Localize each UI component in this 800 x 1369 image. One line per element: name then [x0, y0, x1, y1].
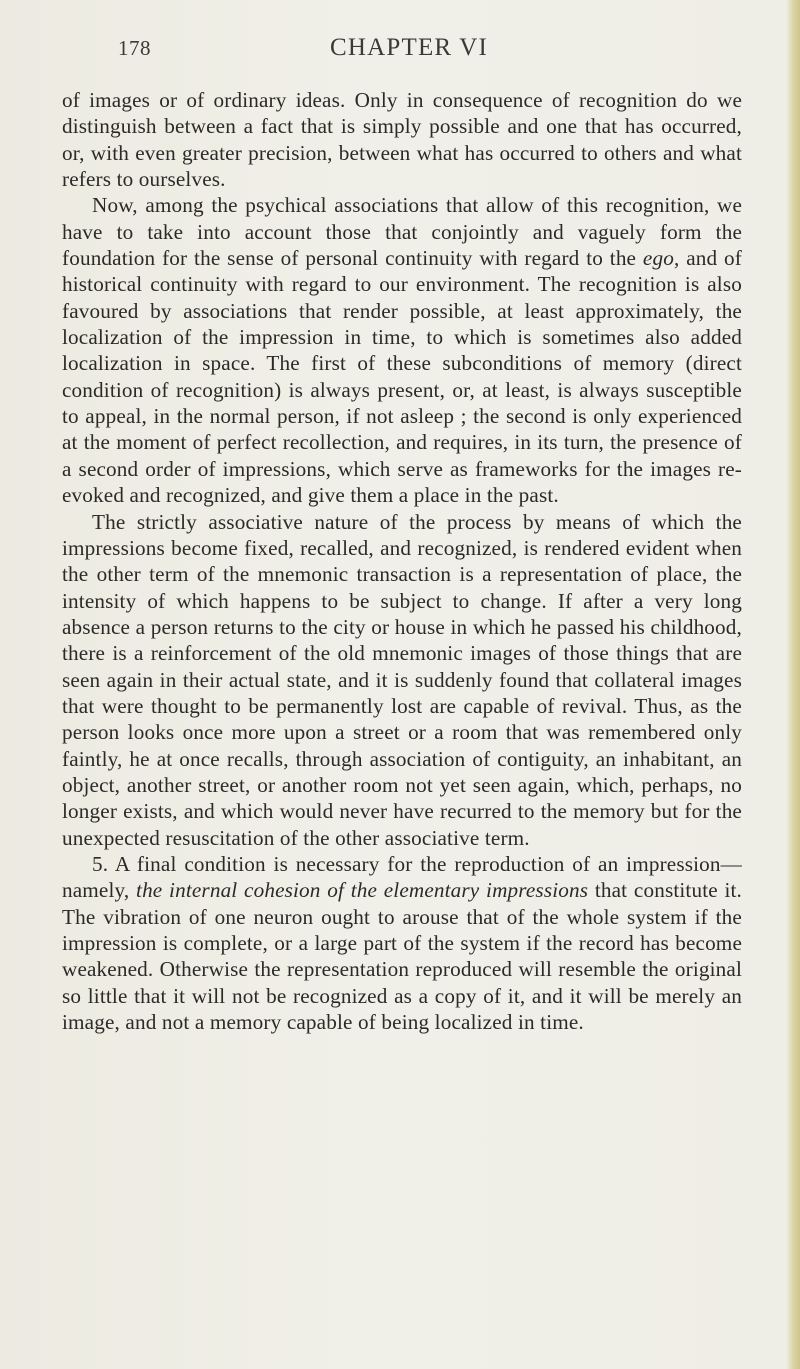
paragraph-3: The strictly associative nature of the process by means of which the impressions become fixed, recalled, and recognized, is rendered evident when the other term of the mnemonic transaction is a representation of place, the intensity of which happens to be subject to change. If after a very long absence a person returns to the city or house in which he passed his childhood, there is a reinforcement of the old mnemonic images of those things that are seen again in their actual state, and it is suddenly found that collateral images that were thought to be permanently lost are capable of revival. Thus, as the person looks once more upon a street or a room that was remembered only faintly, he at once recalls, through association of contiguity, an inhabitant, an object, another street, or another room not yet seen again, which, perhaps, no longer exists, and which would never have recurred to the memory but for the unexpected resuscitation of the other associative term.: [62, 509, 742, 850]
paragraph-4-text-b: that constitute it. The vibration of one neuron ought to arouse that of the whole system if the impression is complete, or a large part of the system if the record has become weakened. Otherwise the representation reproduced will resemble the original so little that it will not be recognized as a copy of it, and it will be merely an image, and not a memory capable of being localized in time.: [62, 878, 742, 1035]
paragraph-2: [62, 192, 742, 508]
page-header: [0, 30, 800, 70]
chapter-heading: CHAPTER VI: [330, 34, 489, 61]
paragraph-4: [62, 851, 742, 1035]
paragraph-2-text-a: Now, among the psychical associations that allow of this recognition, we have to take into account those that conjointly and vaguely form the foundation for the sense of personal continuity with regard to the: [62, 193, 742, 271]
paragraph-2-text-b: , and of historical continuity with regard to our environment. The recognition is also favoured by associations that render possible, at least approximately, the localization of the impression in time, to which is sometimes also added localization in space. The first of these subconditions of memory (direct condition of recognition) is always present, or, at least, is always susceptible to appeal, in the normal person, if not asleep ; the second is only experienced at the moment of perfect recollection, and requires, in its turn, the presence of a second order of impressions, which serve as frameworks for the images re-evoked and recognized, and give them a place in the past.: [62, 246, 742, 508]
paragraph-2-italic-ego: ego: [642, 246, 674, 271]
page-number: 178: [118, 36, 151, 60]
paragraph-4-text-a: 5. A final condition is necessary for the reproduction of an impression—namely,: [62, 851, 742, 903]
page-edge-shadow: [786, 0, 800, 1369]
paragraph-4-italic-phrase: the internal cohesion of the elementary impressions: [136, 878, 589, 903]
paragraph-1: of images or of ordinary ideas. Only in consequence of recognition do we distinguish between a fact that is simply possible and one that has occurred, or, with even greater precision, between what has occurred to others and what refers to ourselves.: [62, 88, 742, 192]
body-text: [62, 87, 742, 1035]
